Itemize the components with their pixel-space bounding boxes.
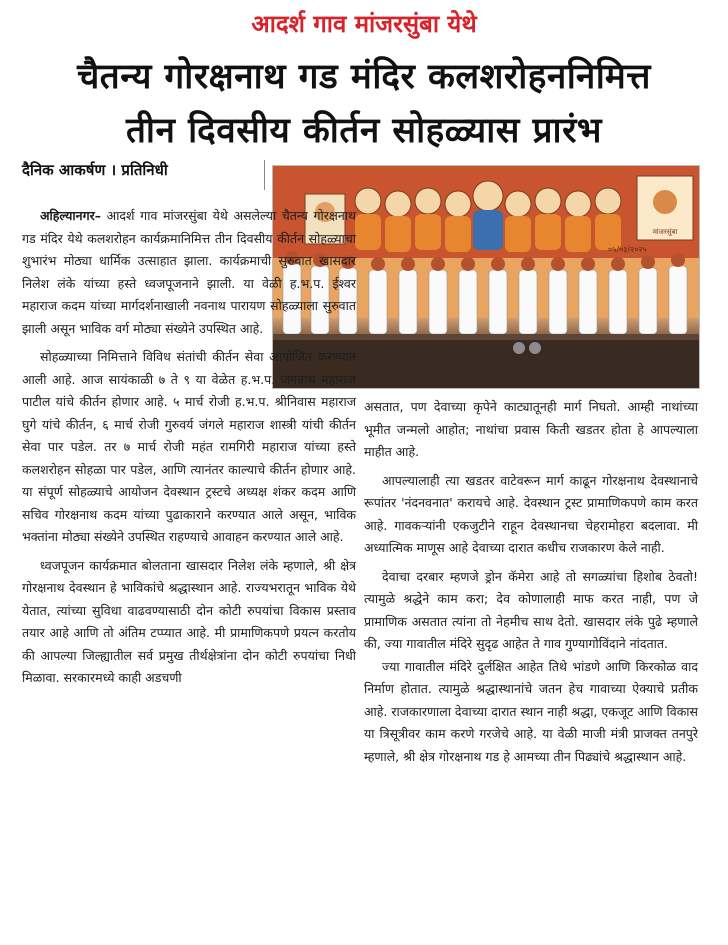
byline: दैनिक आकर्षण । प्रतिनिधी xyxy=(22,161,168,179)
main-headline xyxy=(0,50,728,158)
paragraph: ज्या गावातील मंदिरे दुर्लक्षित आहेत तिथे भांडणे आणि किरकोळ वाद निर्माण होतात. त्यामुळे श्रद्धास्थानांचे जतन हेच गावाच्या ऐक्याचे प्रतीक आहे. राजकारणाला देवाच्या दारात स्थान नाही श्रद्धा, एकजूट आणि विकास या त्रिसूत्रीवर काम करणे गरजेचे आहे. या वेळी माजी मंत्री प्राजक्त तनपुरे म्हणाले, श्री क्षेत्र गोरक्षनाथ गड हे आमच्या तीन पिढ्यांचे श्रद्धास्थान आहे. xyxy=(364,658,698,764)
paragraph: असतात, पण देवाच्या कृपेने काट्यातूनही मार्ग निघतो. आम्ही नाथांच्या भूमीत जन्मलो आहोत; नाथांचा प्रवास किती खडतर होता हे आपल्याला माहीत आहे. xyxy=(364,399,698,459)
column-divider xyxy=(264,160,265,190)
kicker-headline: आदर्श गाव मांजरसुंबा येथे xyxy=(251,10,477,38)
banner-date: ०५/०३/२०२५ xyxy=(608,245,647,254)
article-column-left xyxy=(22,205,356,690)
banner-label: मांजरसुंबा xyxy=(652,228,678,236)
paragraph: देवाचा दरबार म्हणजे ड्रोन कॅमेरा आहे तो सगळ्यांचा हिशोब ठेवतो! त्यामुळे श्रद्धेने काम करा; देव कोणालाही माफ करत नाही, पण जे प्रामाणिक असतात त्यांना तो नेहमीच साथ देतो. खासदार लंके पुढे म्हणाले की, ज्या गावातील मंदिरे सुदृढ आहेत ते गाव गुण्यागोविंदाने नांदतात. xyxy=(364,568,698,651)
paragraph: सोहळ्याच्या निमित्ताने विविध संतांची कीर्तन सेवा आयोजित करण्यात आली आहे. आज सायंकाळी ७ ते ९ या वेळेत ह.भ.प. जगन्नाथ महाराज पाटील यांचे कीर्तन होणार आहे. ५ मार्च रोजी ह.भ.प. श्रीनिवास महाराज घुगे यांचे कीर्तन, ६ मार्च रोजी गुरुवर्य जंगले महाराज शास्त्री यांची कीर्तन सेवा पार पडेल. तर ७ मार्च रोजी महंत रामगिरी महाराज यांच्या हस्ते कलशरोहन सोहळा पार पडेल, आणि त्यानंतर काल्याचे कीर्तन होणार आहे. या संपूर्ण सोहळ्याचे आयोजन देवस्थान ट्रस्टचे अध्यक्ष शंकर कदम आणि सचिव गोरक्षनाथ कदम यांच्या पुढाकाराने करण्यात आले असून, भाविक भक्तांना मोठ्या संख्येने उपस्थित राहण्याचे आवाहन करण्यात आले आहे. xyxy=(22,349,356,544)
paragraph: ध्वजपूजन कार्यक्रमात बोलताना खासदार निलेश लंके म्हणाले, श्री क्षेत्र गोरक्षनाथ देवस्थान हे भाविकांचे श्रद्धास्थान आहे. राज्यभरातून भाविक येथे येतात, त्यांच्या सुविधा वाढवण्यासाठी दोन कोटी रुपयांचा विकास प्रस्ताव तयार आहे आणि तो अंतिम टप्प्यात आहे. मी प्रामाणिकपणे प्रयत्न करतोय की आपल्या जिल्ह्यातील सर्व प्रमुख तीर्थक्षेत्रांना दोन कोटी रुपयांचा निधी मिळावा. सरकारमध्ये काही अडचणी xyxy=(22,557,356,685)
paragraph: आपल्यालाही त्या खडतर वाटेवरून मार्ग काढून गोरक्षनाथ देवस्थानाचे रूपांतर 'नंदनवनात' करायचे आहे. देवस्थान ट्रस्ट प्रामाणिकपणे काम करत आहे. गावकऱ्यांनी एकजुटीने राहून देवस्थानचा चेहरामोहरा बदलावा. मी अध्यात्मिक माणूस आहे देवाच्या दारात कधीच राजकारण केले नाही. xyxy=(364,472,698,555)
headline-line-2: तीन दिवसीय कीर्तन सोहळ्यास प्रारंभ xyxy=(125,111,603,151)
article-column-right xyxy=(364,396,698,768)
headline-line-1: चैतन्य गोरक्षनाथ गड मंदिर कलशरोहननिमित्त xyxy=(77,57,651,97)
dateline: अहिल्यानगर– xyxy=(40,208,101,223)
paragraph: अहिल्यानगर– आदर्श गाव मांजरसुंबा येथे असलेल्या चैतन्य गोरक्षनाथ गड मंदिर येथे कलशरोहन कार्यक्रमानिमित्त तीन दिवसीय कीर्तन सोहळ्याचा शुभारंभ मोठ्या धार्मिक उत्साहात झाला. कार्यक्रमाची सुरुवात खासदार निलेश लंके यांच्या हस्ते ध्वजपूजनाने झाली. या वेळी ह.भ.प. ईश्वर महाराज कदम यांच्या मार्गदर्शनाखाली नवनाथ पारायण सोहळ्याला सुरुवात झाली असून भाविक वर्ग मोठ्या संख्येने उपस्थित आहे. xyxy=(22,208,356,336)
